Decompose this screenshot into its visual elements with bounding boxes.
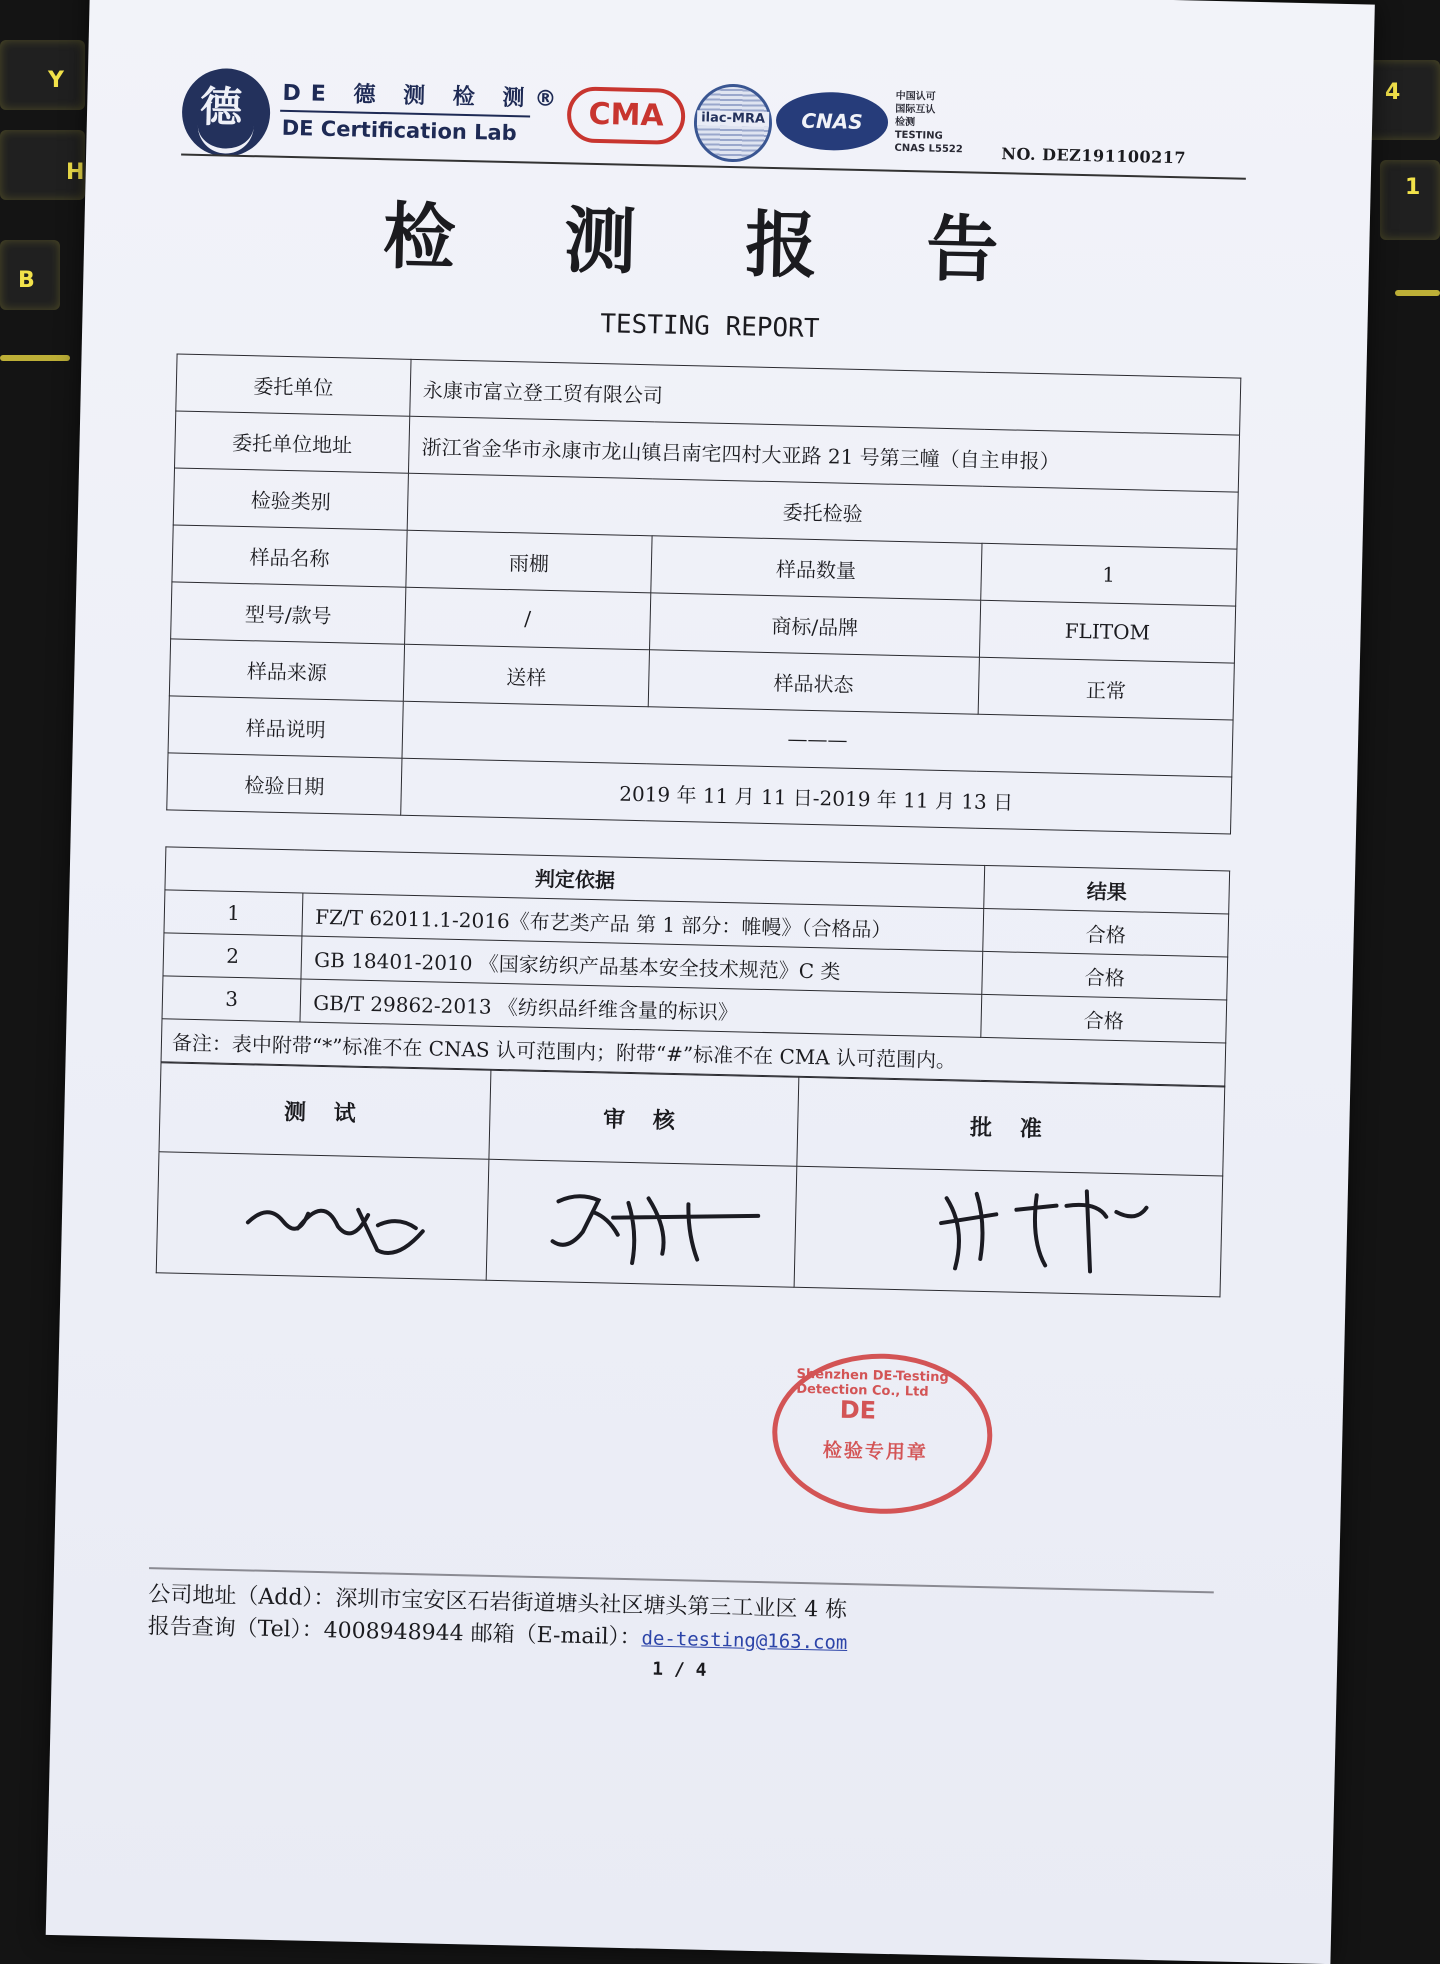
report-paper — [46, 0, 1375, 1964]
model-label: 型号/款号 — [171, 582, 406, 644]
reviewer-signature — [537, 1171, 769, 1276]
cnas-accreditation-text: 中国认可 国际互认 检测 TESTING CNAS L5522 — [894, 90, 963, 156]
criteria-result: 合格 — [981, 994, 1227, 1043]
criteria-no: 2 — [163, 933, 302, 979]
model-value: / — [405, 587, 651, 650]
report-footer — [147, 1567, 1214, 1692]
keyboard-key-glyph: B — [18, 268, 35, 293]
company-address: 公司地址（Add）：深圳市宝安区石岩街道塘头社区塘头第三工业区 4 栋 — [148, 1582, 848, 1624]
page-number: 1 / 4 — [652, 1658, 707, 1681]
logo-arc — [197, 120, 254, 154]
stamp-bottom-text: 检验专用章 — [822, 1439, 929, 1464]
criteria-result: 合格 — [983, 908, 1229, 957]
state-label: 样品状态 — [648, 650, 979, 714]
report-content — [147, 68, 1248, 1681]
cma-logo-icon: CMA — [567, 86, 686, 145]
criteria-header-result: 结果 — [984, 865, 1230, 914]
brand-value: FLITOM — [979, 600, 1236, 663]
sample-qty-label: 样品数量 — [651, 536, 982, 600]
keyboard-key-glyph: Y — [48, 68, 64, 93]
keyboard-key — [1380, 160, 1440, 240]
criteria-note: 备注：表中附带“*”标准不在 CNAS 认可范围内；附带“#”标准不在 CMA 认可范围内。 — [161, 1019, 1226, 1086]
criteria-table — [161, 846, 1231, 1086]
source-value: 送样 — [403, 644, 649, 707]
criteria-header-basis: 判定依据 — [165, 847, 985, 909]
report-title-cn: 检 测 报 告 — [382, 193, 1042, 294]
report-number: NO. DEZ191100217 — [1001, 144, 1187, 168]
logo-glyph: 德 — [199, 81, 243, 132]
keyboard-key — [1365, 60, 1440, 140]
email-link[interactable]: de-testing@163.com — [641, 1627, 848, 1655]
report-header — [181, 68, 1248, 192]
approver-signature-cell — [794, 1166, 1222, 1297]
keyboard-glow — [0, 355, 70, 361]
keyboard-glow — [1395, 290, 1440, 296]
table-row — [156, 1152, 1222, 1297]
cnas-logo-icon: CNAS — [775, 91, 888, 152]
keyboard-key — [0, 40, 85, 110]
keyboard-key-glyph: 4 — [1385, 80, 1401, 105]
criteria-standard: GB 18401-2010 《国家纺织产品基本安全技术规范》C 类 — [301, 936, 983, 994]
de-logo-icon — [181, 68, 271, 158]
ilac-label: ilac-MRA — [697, 110, 769, 127]
criteria-result: 合格 — [982, 951, 1228, 1000]
desc-value: ——— — [402, 701, 1233, 777]
tester-signature-cell — [156, 1152, 488, 1280]
state-value: 正常 — [978, 657, 1235, 720]
criteria-standard: GB/T 29862-2013 《纺织品纤维含量的标识》 — [300, 979, 982, 1037]
source-label: 样品来源 — [169, 639, 404, 701]
category-value: 委托检验 — [407, 473, 1238, 549]
tester-label: 测 试 — [159, 1063, 491, 1159]
client-label: 委托单位 — [176, 354, 411, 416]
reviewer-signature-cell — [486, 1159, 797, 1287]
client-value: 永康市富立登工贸有限公司 — [410, 359, 1241, 435]
address-label: 委托单位地址 — [175, 411, 410, 473]
sample-name-label: 样品名称 — [172, 525, 407, 587]
tester-signature — [237, 1172, 439, 1267]
sample-name-value: 雨棚 — [406, 530, 652, 593]
category-label: 检验类别 — [173, 468, 408, 530]
keyboard-key-glyph: 1 — [1405, 175, 1421, 200]
date-value: 2019 年 11 月 11 日-2019 年 11 月 13 日 — [401, 758, 1232, 834]
address-value: 浙江省金华市永康市龙山镇吕南宅四村大亚路 21 号第三幢（自主申报） — [409, 416, 1240, 492]
keyboard-key-glyph: H — [66, 160, 85, 185]
report-title-en: TESTING REPORT — [599, 309, 820, 345]
brand-name-en: DE Certification Lab — [281, 115, 518, 146]
brand-name-cn: DE 德 测 检 测® — [282, 80, 567, 113]
criteria-no: 3 — [162, 976, 301, 1022]
signature-table — [156, 1062, 1226, 1297]
contact-prefix: 报告查询（Tel）：4008948944 邮箱（E-mail）： — [147, 1614, 642, 1651]
approver-signature — [935, 1178, 1157, 1283]
stamp-center: DE — [839, 1395, 877, 1425]
sample-qty-value: 1 — [980, 543, 1237, 606]
date-label: 检验日期 — [167, 753, 402, 815]
approver-label: 批 准 — [797, 1077, 1225, 1176]
sample-info-table — [166, 353, 1241, 834]
ilac-mra-logo-icon — [693, 83, 773, 163]
inspection-stamp — [770, 1351, 994, 1516]
stamp-arc-text: Shenzhen DE-Testing Detection Co., Ltd — [796, 1366, 949, 1400]
brand-label: 商标/品牌 — [649, 593, 980, 657]
reviewer-label: 审 核 — [489, 1070, 799, 1166]
desc-label: 样品说明 — [168, 696, 403, 758]
criteria-no: 1 — [164, 890, 303, 936]
criteria-standard: FZ/T 62011.1-2016《布艺类产品 第 1 部分：帷幔》（合格品） — [302, 893, 984, 951]
